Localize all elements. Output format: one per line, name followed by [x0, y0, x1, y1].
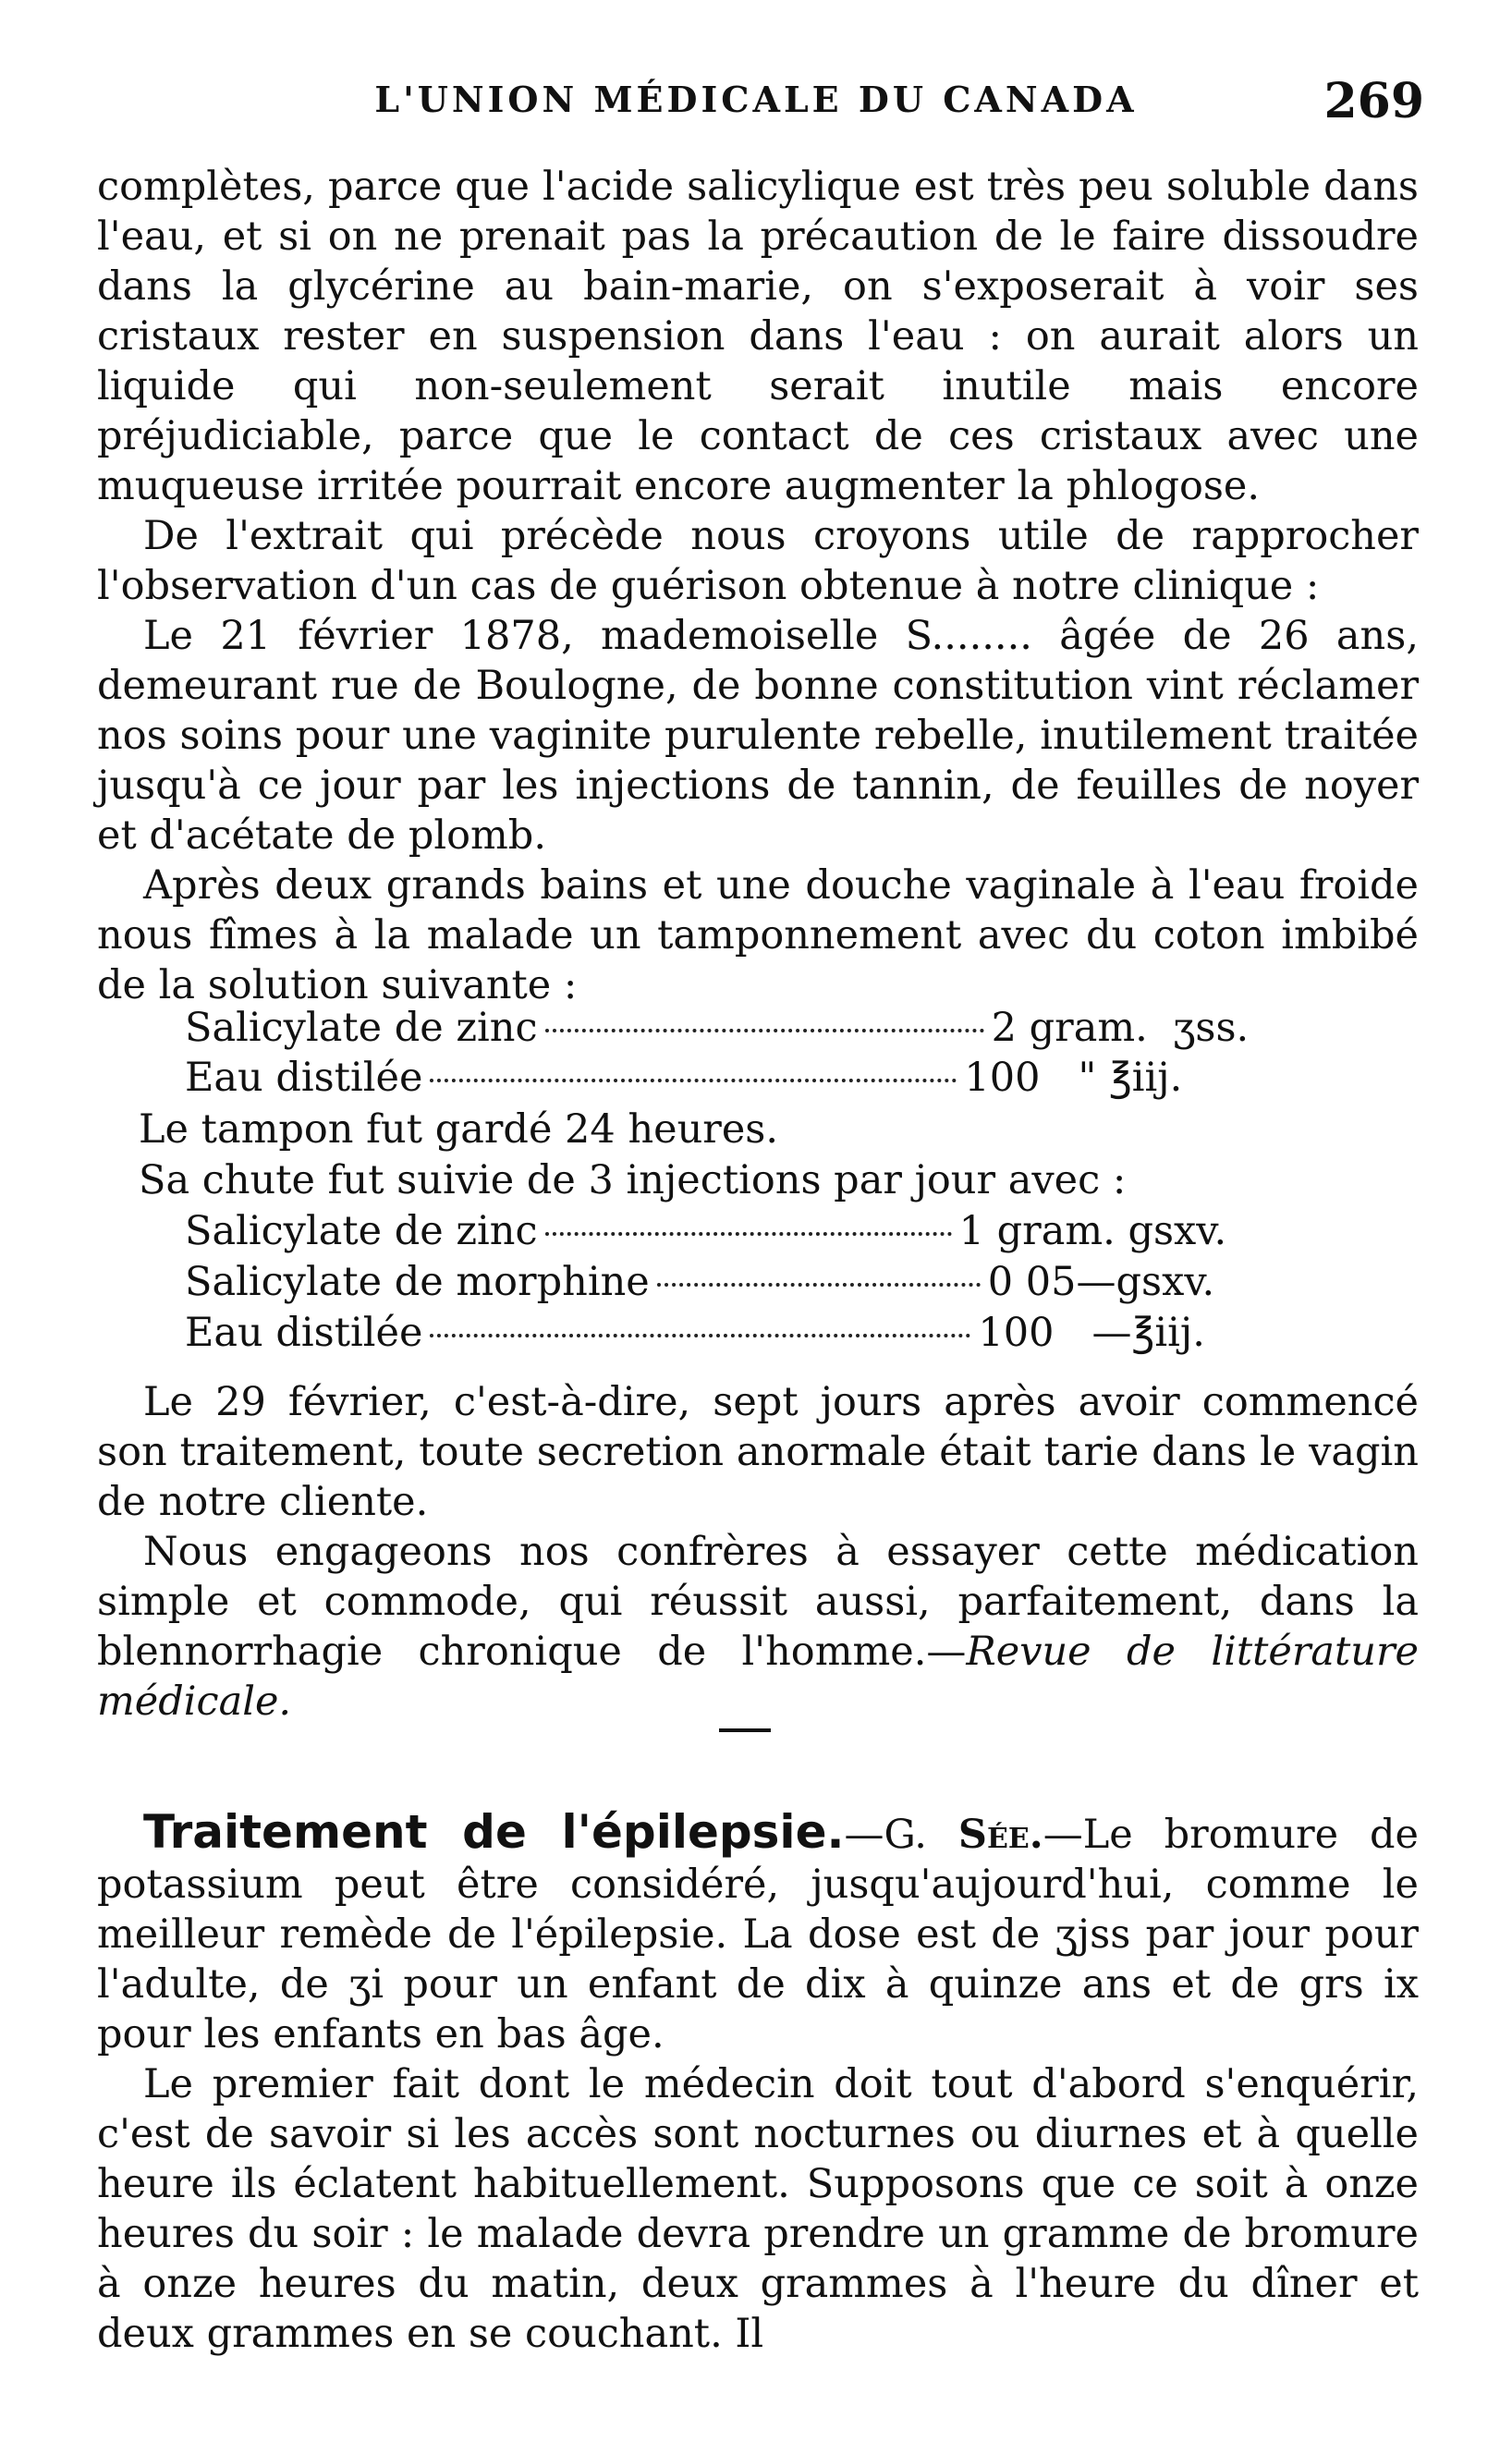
epilepsie-lead: [97, 1807, 1419, 2059]
note-tampon: Le tampon fut gardé 24 heures.: [139, 1106, 779, 1153]
paragraph-4: Après deux grands bains et une douche vaginale à l'eau froide nous fîmes à la malade un tamponnement avec du coton imbibé de la solution suivante :: [97, 862, 1419, 1008]
epilepsie-paragraph-2: Le premier fait dont le médecin doit tout d'abord s'enquérir, c'est de savoir si les accès sont nocturnes ou diurnes et à quelle heure ils éclatent habituellement. Supposons que ce soit à onze heures du soir : le malade devra prendre un gramme de bromure à onze heures du matin, deux grammes à l'heure du dîner et deux grammes en se couchant. Il: [97, 2061, 1419, 2357]
article-epilepsie: [97, 1807, 1419, 2359]
formula2-row-2: [185, 1257, 1214, 1307]
ingredient-amount: 1 gram.: [958, 1208, 1116, 1254]
formula1-row-1: [185, 1003, 1249, 1053]
page-header: [0, 73, 1512, 143]
ingredient-name: Eau distilée: [185, 1310, 423, 1356]
ingredient-unit: gsxv.: [1116, 1259, 1215, 1305]
paragraph-1: complètes, parce que l'acide salicylique est très peu soluble dans l'eau, et si on ne prenait pas la précaution de le faire dissoudre dans la glycérine au bain-marie, on s'exposerait à voir ses cristaux rester en suspension dans l'eau : on aurait alors un liquide qui non-seulement serait inutile mais encore préjudiciable, parce que le contact de ces cristaux avec une muqueuse irritée pourrait encore augmenter la phlogose.: [97, 164, 1419, 509]
author-name: Sée.: [957, 1812, 1043, 1858]
ingredient-name: Salicylate de morphine: [185, 1259, 650, 1305]
paragraph-5: Le 29 février, c'est-à-dire, sept jours après avoir commencé son traitement, toute secretion anormale était tarie dans le vagin de notre cliente.: [97, 1379, 1419, 1525]
formula1-row-2: [185, 1053, 1182, 1103]
article-body-top: [97, 162, 1419, 1010]
paragraph-6-text: Nous engageons nos confrères à essayer cette médication simple et commode, qui réussit aussi, parfaitement, dans la blennorrhagie chronique de l'homme.—: [97, 1529, 1419, 1675]
ingredient-unit: ʒss.: [1173, 1005, 1250, 1051]
ingredient-unit: —℥iij.: [1091, 1310, 1205, 1356]
ingredient-name: Salicylate de zinc: [185, 1208, 538, 1254]
ingredient-name: Eau distilée: [185, 1055, 423, 1101]
section-divider: [719, 1728, 771, 1732]
paragraph-6: [97, 1527, 1419, 1727]
dot-leader: [657, 1283, 981, 1287]
source-citation: Revue de littérature médicale.: [97, 1629, 1419, 1725]
ingredient-amount: 100: [964, 1055, 1041, 1101]
dot-leader: [545, 1232, 952, 1236]
lead-text: —Le bromure de potassium peut être considéré, jusqu'aujourd'hui, comme le meilleur remède de l'épilepsie. La dose est de ʒjss par jour pour l'adulte, de ʒi pour un enfant de dix à quinze ans et de grs ix pour les enfants en bas âge.: [97, 1812, 1419, 2057]
ingredient-name: Salicylate de zinc: [185, 1005, 538, 1051]
paragraph-3: Le 21 février 1878, mademoiselle S........ âgée de 26 ans, demeurant rue de Boulogne, de bonne constitution vint réclamer nos soins pour une vaginite purulente rebelle, inutilement traitée jusqu'à ce jour par les injections de tannin, de feuilles de noyer et d'acétate de plomb.: [97, 613, 1419, 859]
page-number: 269: [1323, 73, 1424, 129]
author-prefix: —G.: [844, 1812, 958, 1858]
ingredient-amount: 100: [978, 1310, 1055, 1356]
dot-leader: [545, 1029, 984, 1032]
ingredient-unit: " ℥iij.: [1078, 1055, 1183, 1101]
article-body-closing: [97, 1377, 1419, 1727]
dot-leader: [430, 1079, 957, 1082]
ingredient-unit: gsxv.: [1128, 1208, 1227, 1254]
note-chute: Sa chute fut suivie de 3 injections par jour avec :: [139, 1157, 1127, 1203]
paragraph-2: De l'extrait qui précède nous croyons utile de rapprocher l'observation d'un cas de guérison obtenue à notre clinique :: [97, 513, 1419, 609]
formula2-row-3: [185, 1308, 1205, 1358]
ingredient-amount: 0 05—: [987, 1259, 1116, 1305]
running-head: L'UNION MÉDICALE DU CANADA: [374, 79, 1138, 120]
dot-leader: [430, 1334, 970, 1337]
formula2-row-1: [185, 1206, 1226, 1256]
ingredient-amount: 2 gram.: [991, 1005, 1148, 1051]
article-title: Traitement de l'épilepsie.: [143, 1805, 845, 1859]
